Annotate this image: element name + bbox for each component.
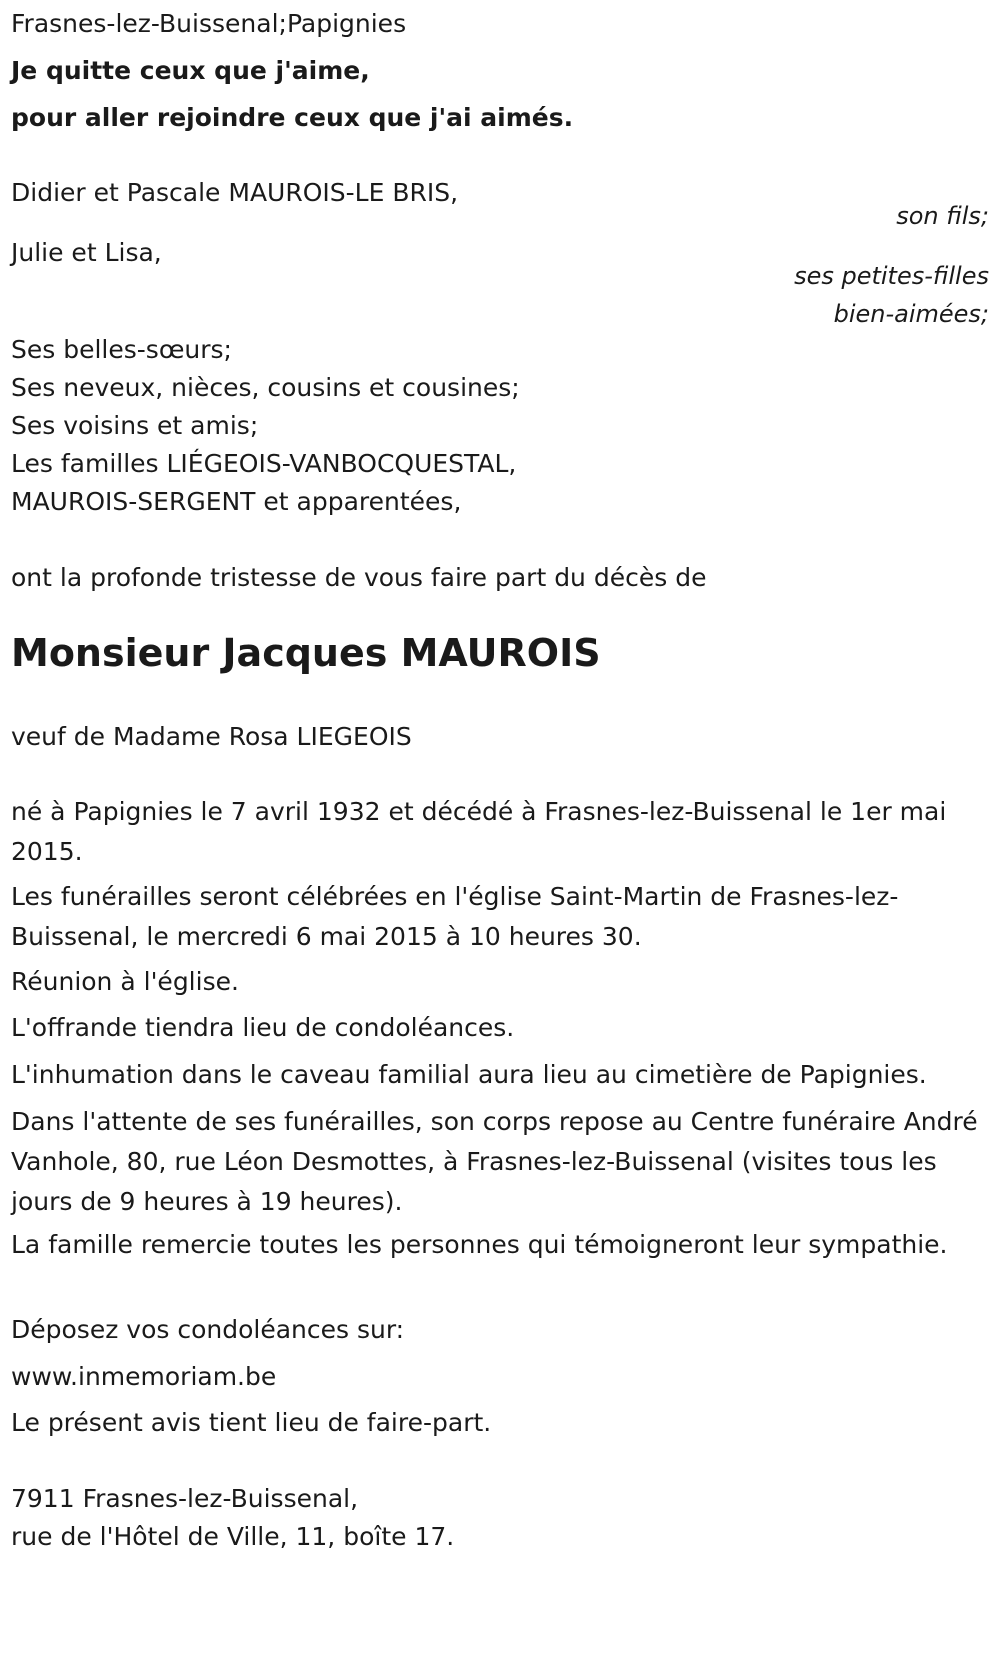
son-role: son fils; [896, 202, 989, 230]
notice-info: Le présent avis tient lieu de faire-part. [11, 1408, 492, 1437]
thanks-info: La famille remercie toutes les personnes qui témoigneront leur sympathie. [11, 1230, 948, 1259]
granddaughters-role-1: ses petites-filles [794, 262, 989, 290]
son-names: Didier et Pascale MAUROIS-LE BRIS, [11, 178, 459, 207]
family-line-1: Ses belles-sœurs; [11, 335, 232, 364]
meeting-info: Réunion à l'église. [11, 967, 239, 996]
repose-info: Dans l'attente de ses funérailles, son corps repose au Centre funéraire André Vanhole, 80, rue Léon Desmottes, à Frasnes-lez-Buissenal (visites tous les jours de 9 heures à 19 heures). [11, 1107, 978, 1216]
granddaughters-names: Julie et Lisa, [11, 238, 162, 267]
deceased-name: Monsieur Jacques MAUROIS [11, 631, 601, 675]
burial-info: L'inhumation dans le caveau familial aura lieu au cimetière de Papignies. [11, 1060, 927, 1089]
header-place: Frasnes-lez-Buissenal;Papignies [11, 9, 407, 38]
granddaughters-role-2: bien-aimées; [833, 300, 989, 328]
family-line-4: Les familles LIÉGEOIS-VANBOCQUESTAL, [11, 449, 517, 478]
widower-of: veuf de Madame Rosa LIEGEOIS [11, 722, 412, 751]
family-line-3: Ses voisins et amis; [11, 411, 259, 440]
funeral-info: Les funérailles seront célébrées en l'église Saint-Martin de Frasnes-lez-Buissenal, le mercredi 6 mai 2015 à 10 heures 30. [11, 882, 899, 951]
website-link[interactable]: www.inmemoriam.be [11, 1362, 277, 1391]
birth-death: né à Papignies le 7 avril 1932 et décédé à Frasnes-lez-Buissenal le 1er mai 2015. [11, 797, 947, 866]
epitaph-line-2: pour aller rejoindre ceux que j'ai aimés. [11, 103, 574, 132]
epitaph-line-1: Je quitte ceux que j'aime, [11, 56, 370, 85]
offering-info: L'offrande tiendra lieu de condoléances. [11, 1013, 515, 1042]
condolences-label: Déposez vos condoléances sur: [11, 1315, 405, 1344]
announcement: ont la profonde tristesse de vous faire part du décès de [11, 563, 707, 592]
address-line-2: rue de l'Hôtel de Ville, 11, boîte 17. [11, 1522, 455, 1551]
obituary-notice [11, 0, 989, 1658]
family-line-2: Ses neveux, nièces, cousins et cousines; [11, 373, 520, 402]
family-line-5: MAUROIS-SERGENT et apparentées, [11, 487, 462, 516]
address-line-1: 7911 Frasnes-lez-Buissenal, [11, 1484, 359, 1513]
